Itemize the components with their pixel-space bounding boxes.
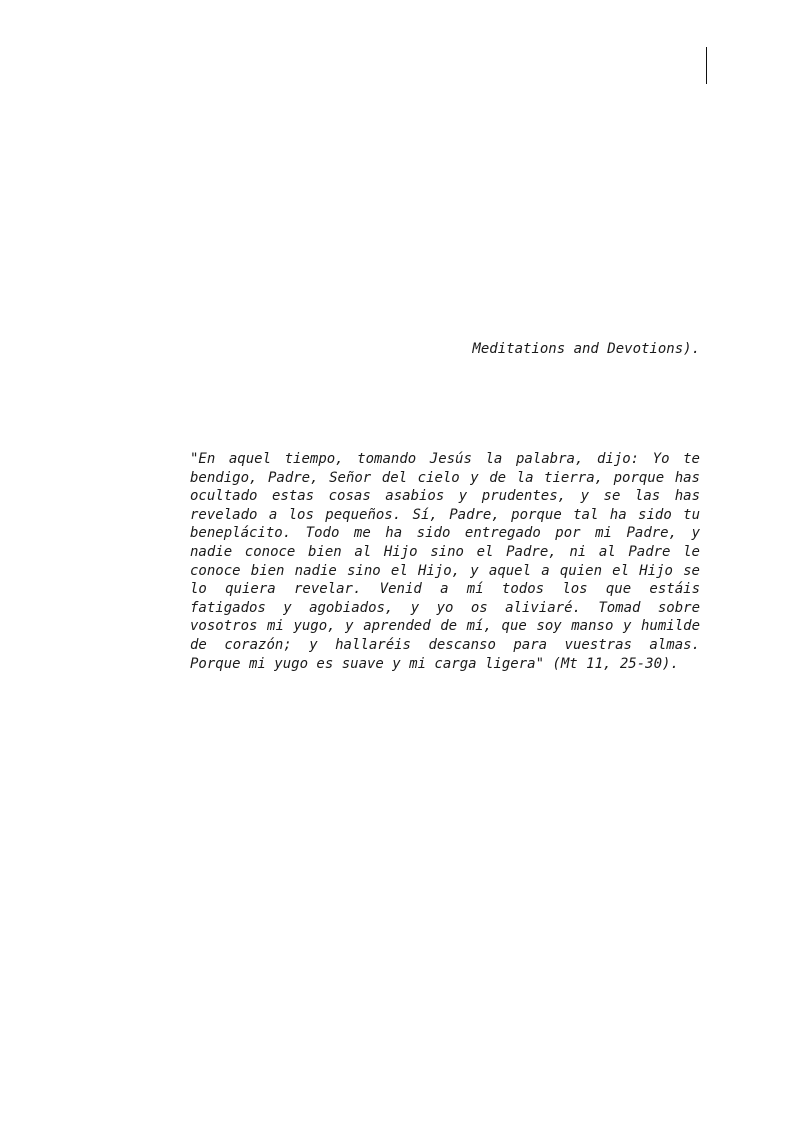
quote-line: vosotros mi yugo, y aprended de mí, que soy manso y humilde [190,618,700,635]
quote-line: fatigados y agobiados, y yo os aliviaré. Tomad sobre [190,599,700,616]
attribution-text: Meditations and Devotions). [472,341,700,357]
margin-rule [706,47,707,84]
quote-line: revelado a los pequeños. Sí, Padre, porque tal ha sido tu [190,506,700,523]
quote-line: Porque mi yugo es suave y mi carga ligera" (Mt 11, 25-30). [190,655,679,672]
quote-line: ocultado estas cosas asabios y prudentes, y se las has [190,488,700,505]
quote-line: beneplácito. Todo me ha sido entregado por mi Padre, y [190,525,700,542]
quote-line: conoce bien nadie sino el Hijo, y aquel a quien el Hijo se [190,562,700,579]
quote-line: "En aquel tiempo, tomando Jesús la palabra, dijo: Yo te [190,451,700,467]
scripture-quote [190,450,700,673]
quote-line: lo quiera revelar. Venid a mí todos los que estáis [190,581,700,598]
quote-line: de corazón; y hallaréis descanso para vuestras almas. [190,636,700,653]
quote-line: nadie conoce bien al Hijo sino el Padre, ni al Padre le [190,543,700,560]
quote-line: bendigo, Padre, Señor del cielo y de la tierra, porque has [190,469,700,486]
